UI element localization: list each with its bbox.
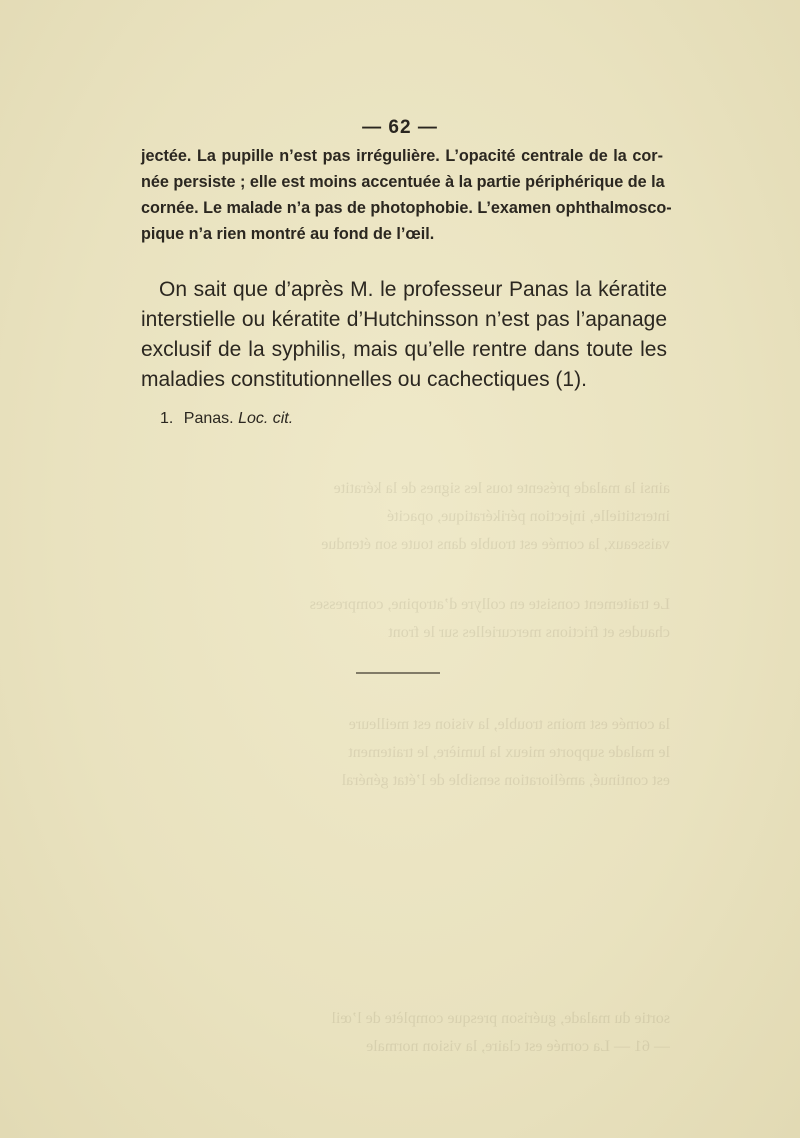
bleed-through-text: vaisseaux, la cornée est trouble dans toute son étendue xyxy=(321,536,670,553)
bleed-through-text: Le traitement consiste en collyre d’atropine, compresses xyxy=(309,596,670,613)
bleed-through-text: interstitielle, injection périkératique, opacité xyxy=(387,508,670,525)
text-line: maladies constitutionnelles ou cachectiques (1). xyxy=(141,368,587,391)
text-line: née persiste ; elle est moins accentuée à la partie périphérique de la xyxy=(141,173,665,191)
footnote xyxy=(160,410,293,428)
text-line: cornée. Le malade n’a pas de photophobie. L’examen ophthalmosco- xyxy=(141,199,672,217)
bleed-through-text: le malade supporte mieux la lumière, le traitement xyxy=(348,744,670,761)
bleed-through-text: la cornée est moins trouble, la vision est meilleure xyxy=(348,716,670,733)
text-line: On sait que d’après M. le professeur Panas la kératite xyxy=(159,278,667,301)
bleed-through-text: ainsi la malade présente tous les signes de la kératite xyxy=(333,480,670,497)
footnote-author: Panas. xyxy=(183,410,234,427)
bleed-through-text: est continué, amélioration sensible de l’état général xyxy=(341,772,670,789)
bleed-through-rule xyxy=(356,672,440,674)
text-line: interstielle ou kératite d’Hutchinsson n’est pas l’apanage xyxy=(141,308,667,331)
footnote-citation: Loc. cit. xyxy=(238,410,294,427)
bleed-through-text: — 61 — La cornée est claire, la vision normale xyxy=(366,1038,670,1055)
text-line: exclusif de la syphilis, mais qu’elle rentre dans toute les xyxy=(141,338,667,361)
bleed-through-text: sortie du malade, guérison presque complète de l’œil xyxy=(331,1010,670,1027)
paragraph-commentary xyxy=(141,275,667,395)
text-line: jectée. La pupille n’est pas irrégulière. L’opacité centrale de la cor- xyxy=(141,147,663,165)
page-number: — 62 — xyxy=(362,117,438,138)
footnote-number: 1. xyxy=(160,410,174,427)
text-line: pique n’a rien montré au fond de l’œil. xyxy=(141,225,435,243)
bleed-through-text: chaudes et frictions mercurielles sur le front xyxy=(388,624,670,641)
paragraph-observation xyxy=(141,143,672,247)
